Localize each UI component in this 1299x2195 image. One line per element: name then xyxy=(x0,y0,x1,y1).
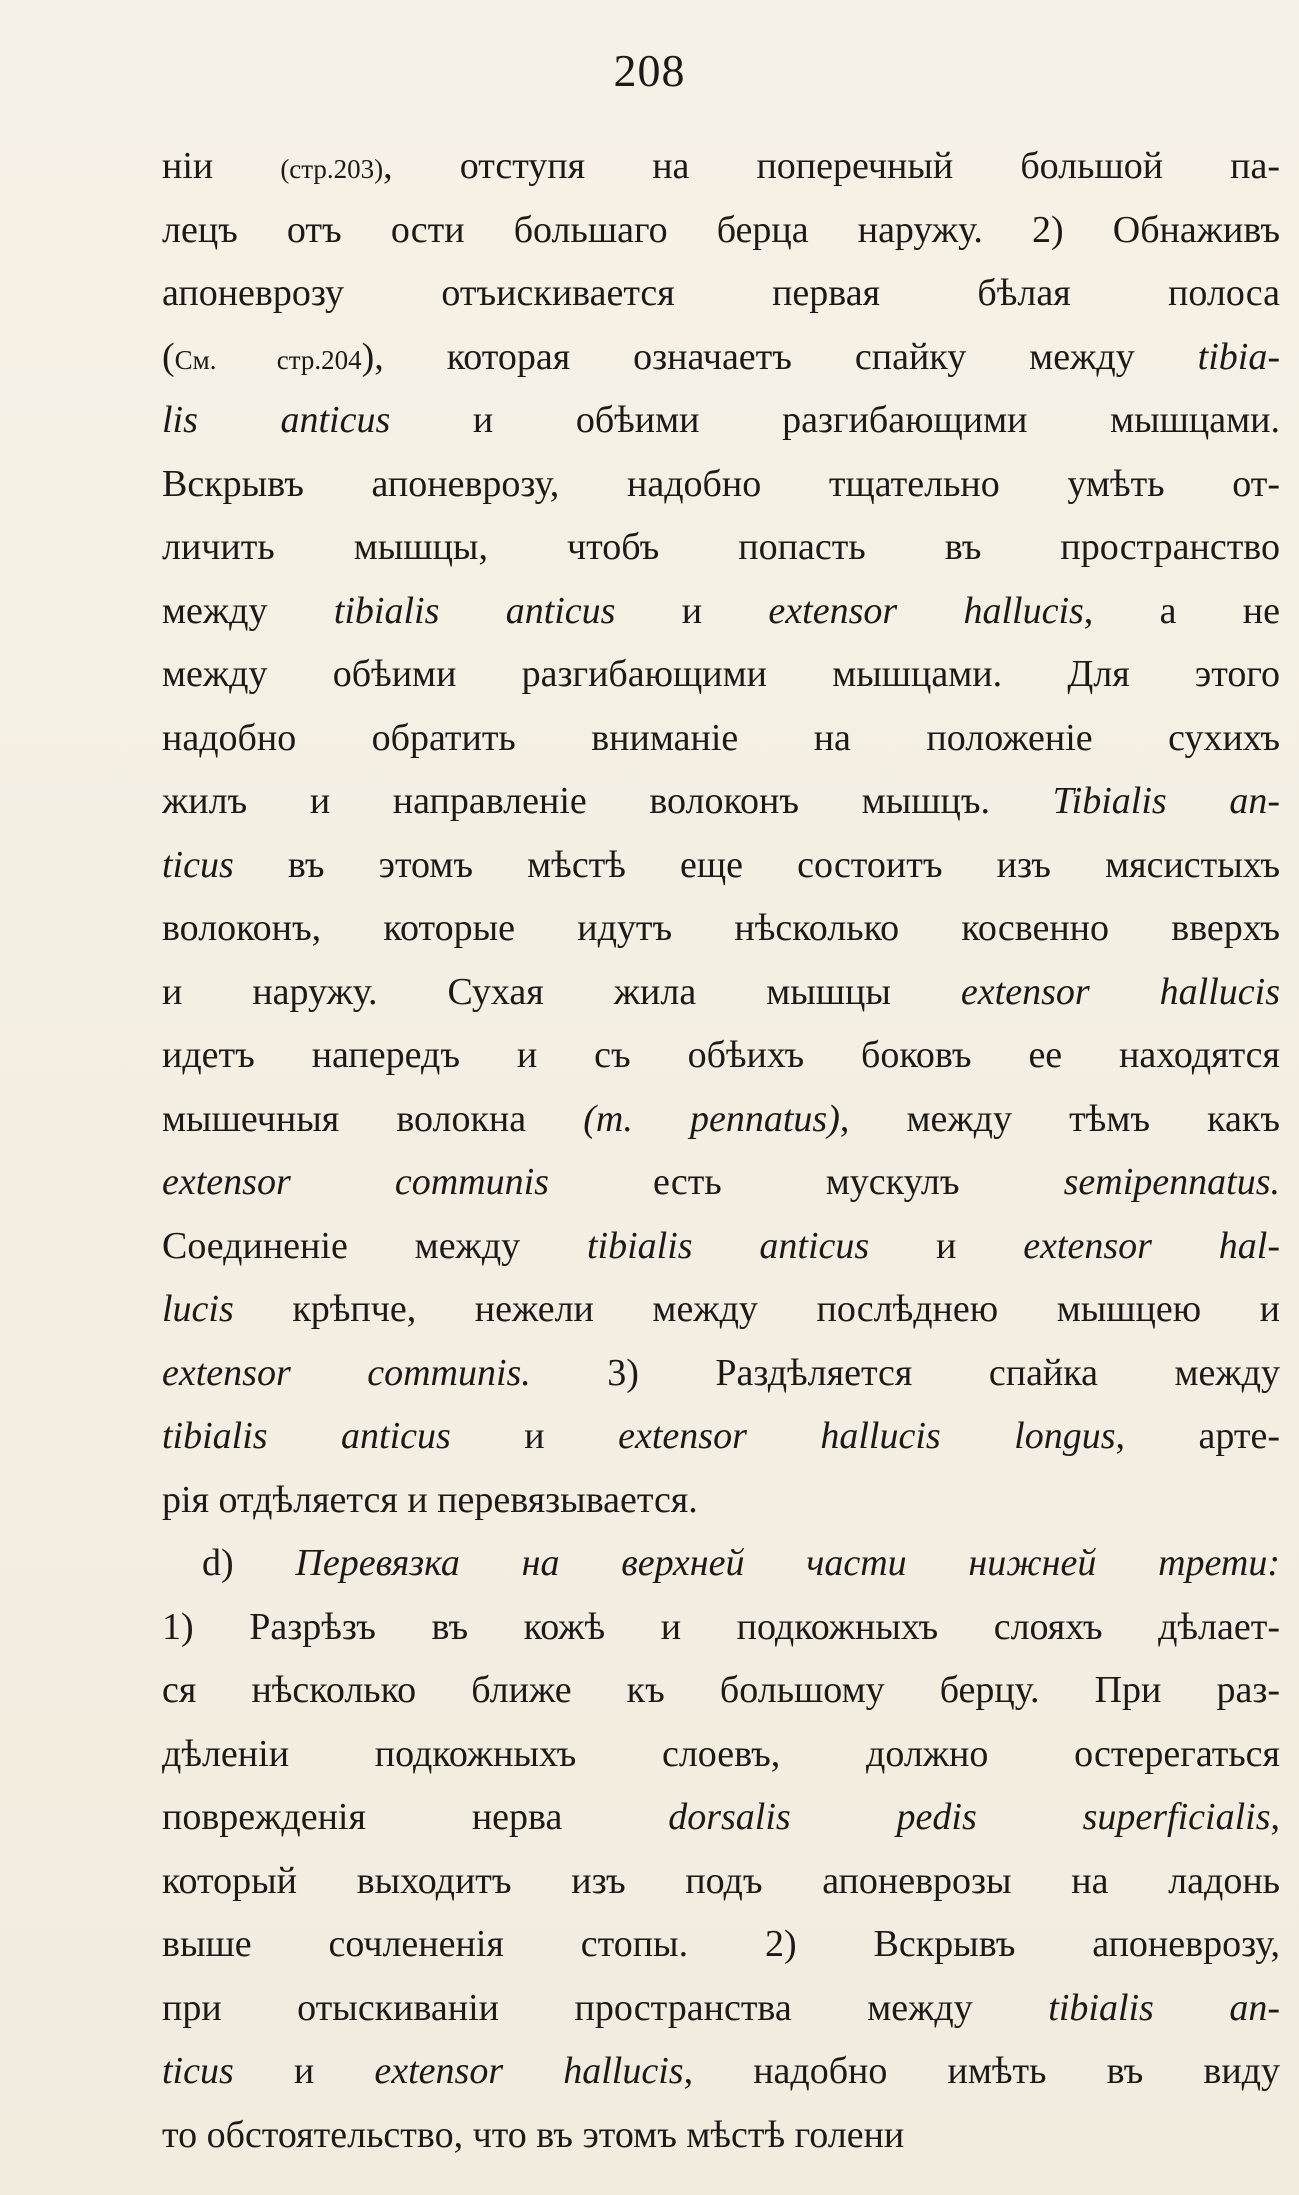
text-line xyxy=(162,1024,1280,1088)
text-segment: между xyxy=(162,589,334,632)
text-segment: дѣленiи подкожныхъ слоевъ, должно остерегаться xyxy=(162,1732,1280,1775)
text-line xyxy=(162,643,1280,707)
text-line xyxy=(162,1088,1280,1152)
text-segment: между обѣими разгибающими мышцами. Для этого xyxy=(162,653,1280,695)
text-line xyxy=(162,961,1280,1025)
text-segment: личить мышцы, чтобъ попасть въ пространство xyxy=(162,526,1280,568)
text-segment: ( xyxy=(162,335,175,378)
text-line xyxy=(162,1342,1280,1406)
text-line xyxy=(162,2040,1280,2104)
text-segment: , между тѣмъ какъ xyxy=(839,1097,1280,1140)
text-line xyxy=(162,1977,1280,2041)
text-segment: то обстоятельство, что въ этомъ мѣстѣ голени xyxy=(162,2113,905,2156)
italic-term: extensor hallucis xyxy=(768,589,1084,632)
text-segment: , xyxy=(1270,1796,1280,1838)
italic-term: extensor communis. xyxy=(162,1351,531,1394)
text-segment: жилъ и направленiе волоконъ мышцъ. xyxy=(162,780,1053,822)
text-segment: , арте- xyxy=(1115,1415,1280,1457)
text-segment: апоневрозу отъискивается первая бѣлая полоса xyxy=(162,272,1280,314)
text-segment: есть мускулъ xyxy=(548,1161,1064,1203)
text-line xyxy=(162,516,1280,580)
text-segment: надобно обратить вниманiе на положенiе сухихъ xyxy=(162,716,1280,759)
text-segment: и xyxy=(615,589,769,632)
text-segment: лецъ отъ ости большаго берца наружу. 2) Обнаживъ xyxy=(162,208,1280,251)
text-segment: выше сочлененiя стопы. 2) Вскрывъ апоневрозу, xyxy=(162,1923,1280,1965)
text-segment: 1) Разрѣзъ въ кожѣ и подкожныхъ слояхъ дѣлает- xyxy=(162,1605,1280,1648)
italic-term: tibialis anticus xyxy=(162,1415,451,1457)
text-line xyxy=(162,1913,1280,1977)
page-number: 208 xyxy=(613,45,686,96)
italic-term: extensor communis xyxy=(162,1161,549,1203)
italic-term: Tibialis an- xyxy=(1052,780,1280,822)
text-line xyxy=(162,135,1280,199)
text-segment: Соединенiе между xyxy=(162,1224,587,1267)
text-line xyxy=(162,1469,1280,1533)
text-segment: нiи xyxy=(162,145,281,187)
text-segment: крѣпче, нежели между послѣднею мышцею и xyxy=(233,1288,1280,1330)
text-line xyxy=(162,1659,1280,1723)
text-line xyxy=(162,1850,1280,1914)
text-segment: ся нѣсколько ближе къ большому берцу. При раз- xyxy=(162,1669,1280,1711)
text-line xyxy=(162,580,1280,644)
italic-term: dorsalis pedis superficialis xyxy=(668,1796,1271,1838)
italic-term: Перевязка на верхней части нижней трети: xyxy=(295,1542,1280,1584)
text-line xyxy=(162,262,1280,326)
text-line xyxy=(162,389,1280,453)
text-line xyxy=(162,1278,1280,1342)
page-reference: (стр.203) xyxy=(280,154,384,184)
text-segment: и xyxy=(233,2050,375,2092)
text-segment: , надобно имѣть въ виду xyxy=(683,2050,1280,2092)
text-line xyxy=(162,199,1280,263)
text-segment: въ этомъ мѣстѣ еще состоитъ изъ мясистыхъ xyxy=(233,843,1280,886)
italic-term: ticus xyxy=(162,843,234,886)
italic-term: tibialis anticus xyxy=(587,1224,870,1267)
text-line xyxy=(162,453,1280,517)
text-line xyxy=(162,1151,1280,1215)
text-line xyxy=(162,897,1280,961)
text-segment: при отыскиванiи пространства между xyxy=(162,1986,1049,2029)
text-line xyxy=(162,1532,1280,1596)
text-segment: 3) Раздѣляется спайка между xyxy=(530,1351,1280,1394)
text-line xyxy=(162,1786,1280,1850)
italic-term: tibia- xyxy=(1197,335,1280,378)
text-line xyxy=(162,770,1280,834)
text-segment: , отступя на поперечный большой па- xyxy=(383,145,1280,187)
italic-term: tibialis anticus xyxy=(333,589,616,632)
italic-term: lucis xyxy=(162,1288,234,1330)
text-line xyxy=(162,1405,1280,1469)
text-line xyxy=(162,1215,1280,1279)
italic-term: (m. pennatus) xyxy=(583,1097,840,1140)
italic-term: extensor hal- xyxy=(1023,1224,1280,1267)
text-line xyxy=(162,1596,1280,1660)
italic-term: tibialis an- xyxy=(1048,1986,1280,2029)
text-segment: d) xyxy=(202,1542,296,1584)
text-line xyxy=(162,326,1280,390)
italic-term: extensor hallucis xyxy=(960,970,1280,1013)
text-segment: рiя отдѣляется и перевязывается. xyxy=(162,1478,698,1521)
text-segment: мышечныя волокна xyxy=(162,1097,584,1140)
italic-term: extensor hallucis longus xyxy=(618,1415,1116,1457)
text-segment: идетъ напередъ и съ обѣихъ боковъ ее находятся xyxy=(162,1034,1280,1076)
italic-term: ticus xyxy=(162,2050,234,2092)
text-segment: , а не xyxy=(1083,589,1280,632)
italic-term: extensor hallucis xyxy=(374,2050,684,2092)
body-text xyxy=(162,135,1280,2167)
text-segment: ), которая означаетъ спайку между xyxy=(361,335,1198,378)
italic-term: semipennatus. xyxy=(1063,1161,1280,1203)
text-line xyxy=(162,707,1280,771)
text-segment: волоконъ, которые идутъ нѣсколько косвенно вверхъ xyxy=(162,907,1280,949)
text-line xyxy=(162,834,1280,898)
text-line xyxy=(162,1723,1280,1787)
text-segment: который выходитъ изъ подъ апоневрозы на ладонь xyxy=(162,1859,1280,1902)
page-reference: См. стр.204 xyxy=(174,344,362,375)
italic-term: lis anticus xyxy=(162,399,391,441)
text-segment: и xyxy=(869,1224,1024,1267)
text-segment: поврежденiя нерва xyxy=(162,1796,669,1838)
text-segment: и наружу. Сухая жила мышцы xyxy=(162,970,961,1013)
text-segment: и xyxy=(450,1415,619,1457)
text-line xyxy=(162,2104,1280,2168)
text-segment: и обѣими разгибающими мышцами. xyxy=(390,399,1280,441)
text-segment: Вскрывъ апоневрозу, надобно тщательно умѣть от- xyxy=(162,462,1280,505)
